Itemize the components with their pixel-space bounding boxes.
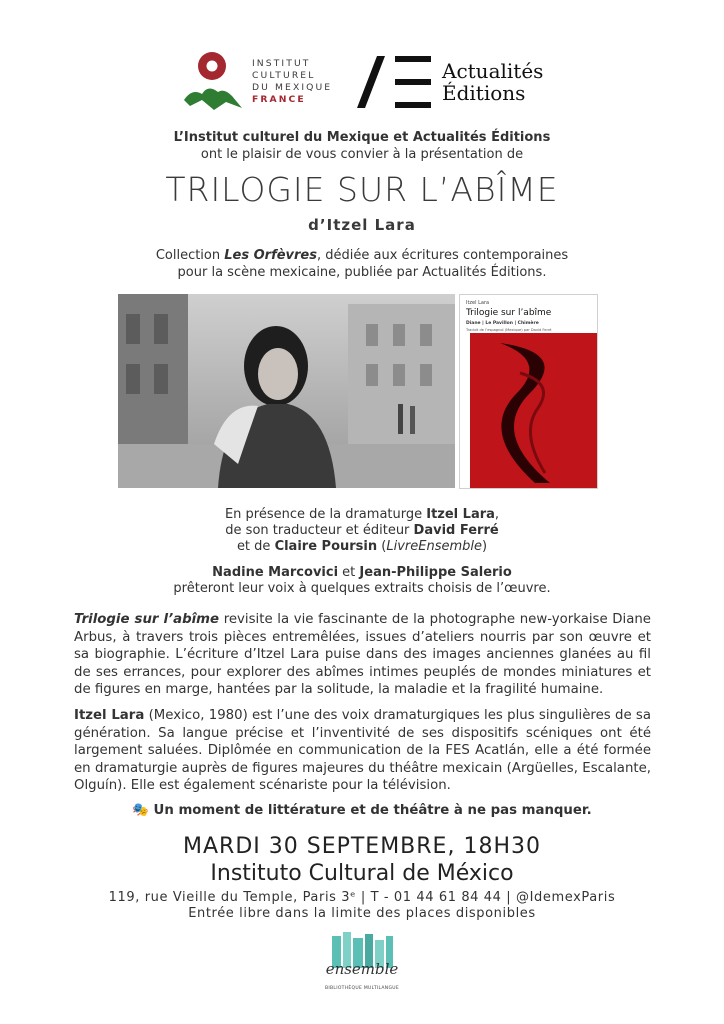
institut-logo-line3: DU MEXIQUE — [252, 82, 333, 93]
collection-line2: pour la scène mexicaine, publiée par Actualités Éditions. — [177, 265, 547, 280]
presence-itzel: Itzel Lara — [426, 507, 495, 522]
event-venue: Instituto Cultural de México — [210, 861, 514, 886]
biography-paragraph: Itzel Lara (Mexico, 1980) est l’une des voix dramaturgiques les plus singulières de sa génération. Sa langue précise et l’inventivité de ses dispositifs scéniques ont été largement saluées. Diplômée en communication de la FES Acatlán, elle a été formée en dramaturgie auprès de figures majeures du théâtre mexicain (Argüelles, Escalante, Olguín). Elle est également scénariste pour la télévision. — [74, 708, 651, 794]
intro-line1: L’Institut culturel du Mexique et Actualités Éditions — [173, 130, 551, 145]
collection-name: Les Orfèvres — [224, 248, 317, 263]
book-title: Trilogie sur l’abîme — [466, 308, 552, 318]
institut-logo-line4: FRANCE — [252, 94, 306, 105]
book-cover — [459, 294, 598, 489]
book-translator: Traduit de l’espagnol (Mexique) par David Ferré — [466, 328, 552, 332]
collection-line1: Collection Les Orfèvres, dédiée aux écritures contemporaines — [155, 248, 569, 263]
presence-line2: de son traducteur et éditeur David Ferré — [225, 523, 499, 538]
event-entry: Entrée libre dans la limite des places disponibles — [188, 906, 536, 921]
event-address: 119, rue Vieille du Temple, Paris 3ᵉ | T - 01 44 61 84 44 | @IdemexParis — [108, 890, 616, 905]
tagline: 🎭 Un moment de littérature et de théâtre à ne pas manquer. — [132, 803, 592, 818]
actualites-editions-logo — [355, 54, 545, 114]
author-photo — [118, 294, 455, 488]
intro-line2: ont le plaisir de vous convier à la présentation de — [200, 147, 524, 162]
description-paragraph: Trilogie sur l’abîme revisite la vie fascinante de la photographe new-yorkaise Diane Arbus, à travers trois pièces entremêlées, issues d’ateliers nourris par son œuvre et sa biographie. L’écriture d’Itzel Lara puise dans des images anciennes glanées au fil de ses errances, pour explorer des abîmes intimes peuplés de mondes miniatures et de figures en marge, hantées par la solitude, la maladie et la fragilité humaine. — [74, 612, 651, 698]
ensemble-caption: BIBLIOTHÈQUE MULTILANGUE — [325, 986, 399, 991]
institut-logo-line1: INSTITUT — [252, 58, 311, 69]
voices-line2: prêteront leur voix à quelques extraits choisis de l’œuvre. — [173, 581, 551, 596]
event-date: MARDI 30 SEPTEMBRE, 18H30 — [183, 834, 541, 859]
institut-culturel-logo — [178, 44, 336, 120]
biography-name: Itzel Lara — [74, 708, 145, 723]
book-cover-art — [460, 333, 597, 488]
institut-emblem-icon — [178, 44, 252, 120]
ensemble-word: ensemble — [325, 960, 399, 978]
presence-line1: En présence de la dramaturge Itzel Lara, — [224, 507, 500, 522]
book-subtitle: Diane | Le Pavillon | Chimère — [466, 321, 539, 326]
actualites-logo-line2: Éditions — [442, 81, 526, 105]
voices-line1: Nadine Marcovici et Jean-Philippe Salerio — [212, 565, 512, 580]
institut-logo-line2: CULTUREL — [252, 70, 316, 81]
book-author: Itzel Lara — [466, 300, 490, 306]
author-line: d’Itzel Lara — [308, 216, 416, 234]
livreensemble-logo — [312, 930, 412, 998]
presence-line3: et de Claire Poursin (LivreEnsemble) — [236, 539, 488, 554]
actualites-logo-line1: Actualités — [442, 59, 544, 83]
presence-david: David Ferré — [413, 523, 499, 538]
actualites-mark-icon — [355, 54, 435, 110]
description-title: Trilogie sur l’abîme — [74, 612, 220, 627]
presence-claire: Claire Poursin — [274, 539, 378, 554]
event-title: TRILOGIE SUR L’ABÎME — [165, 170, 559, 209]
theatre-masks-icon: 🎭 — [132, 803, 149, 818]
